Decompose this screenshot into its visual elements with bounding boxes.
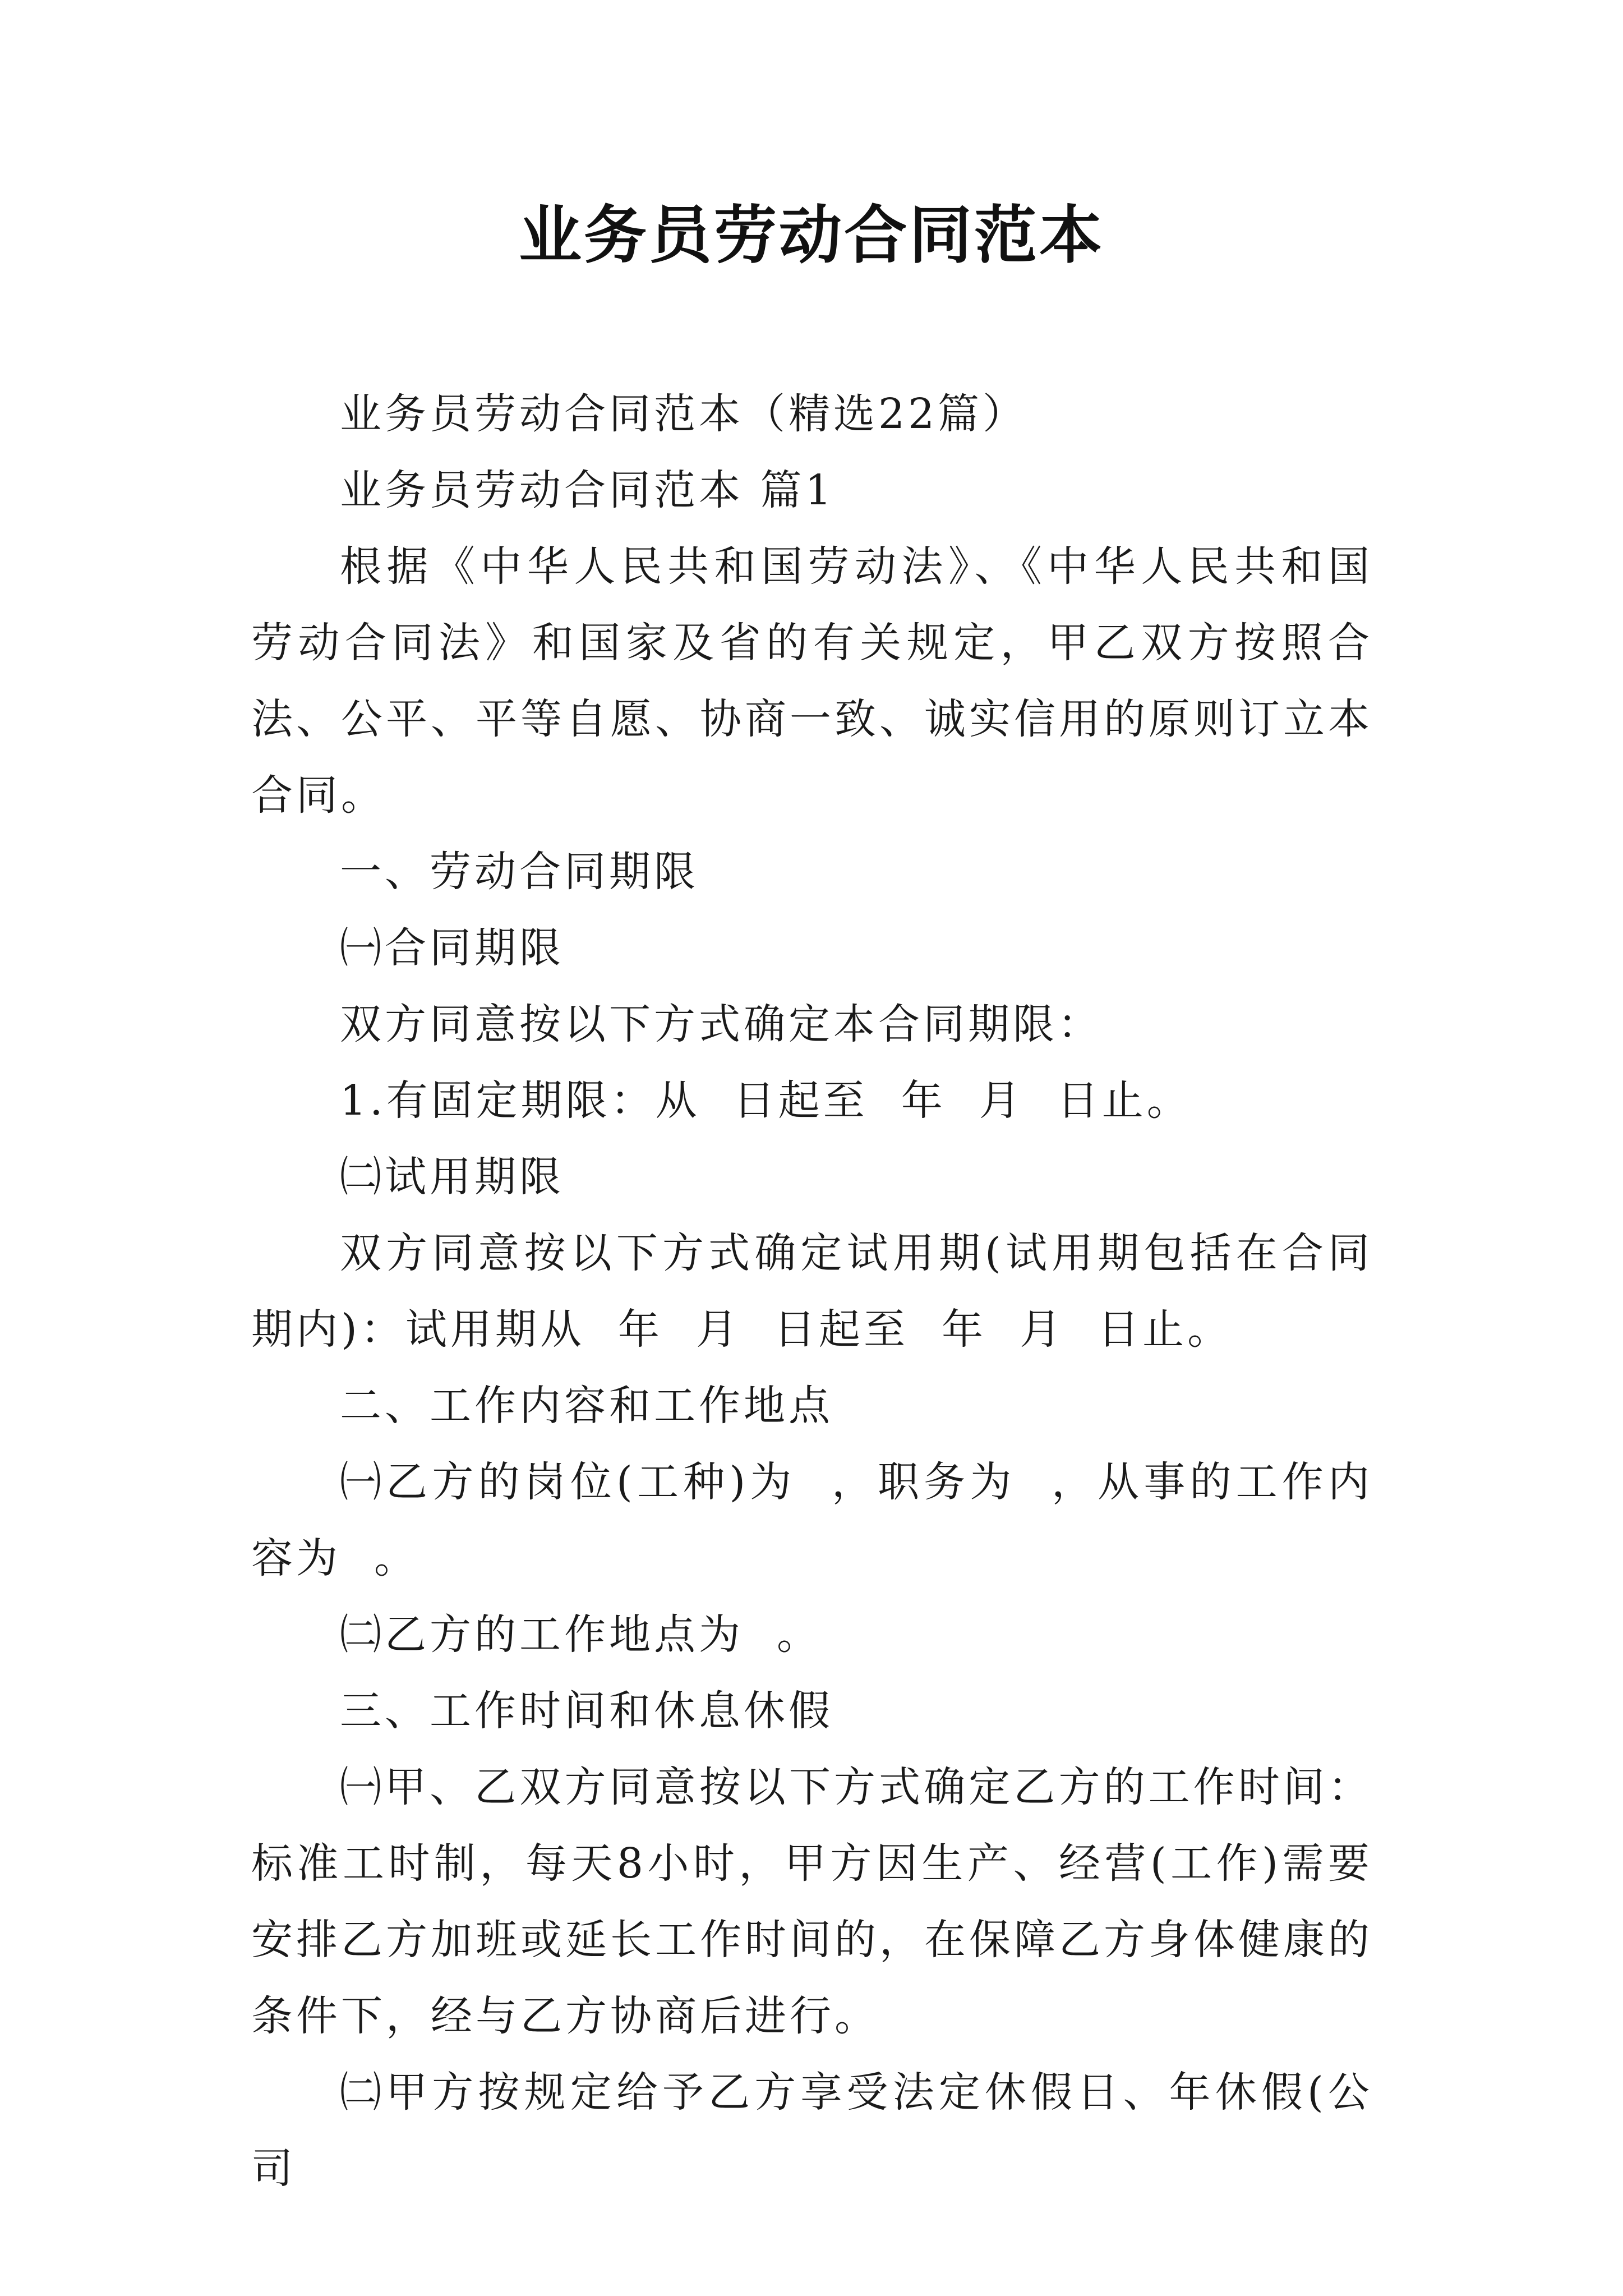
clause-heading: 二、工作内容和工作地点 — [340, 1382, 833, 1430]
paragraph: ㈡乙方的工作地点为 。 — [340, 1611, 822, 1659]
paragraph: ㈠乙方的岗位(工种)为 ，职务为 ，从事的工作内容为 。 — [251, 1458, 1373, 1582]
clause-heading: 三、工作时间和休息休假 — [340, 1687, 833, 1735]
clause-heading: 一、劳动合同期限 — [340, 848, 699, 896]
paragraph: 根据《中华人民共和国劳动法》、《中华人民共和国劳动合同法》和国家及省的有关规定，甲乙双方按照合法、公平、平等自愿、协商一致、诚实信用的原则订立本合同。 — [251, 542, 1373, 820]
document-body — [251, 376, 1373, 2207]
paragraph: 双方同意按以下方式确定试用期(试用期包括在合同期内)：试用期从 年 月 日起至 年 月 日止。 — [251, 1229, 1373, 1354]
sub-clause-heading: ㈡试用期限 — [340, 1153, 564, 1201]
section-heading: 业务员劳动合同范本 篇1 — [340, 466, 835, 514]
paragraph: 双方同意按以下方式确定本合同期限： — [340, 1000, 1103, 1048]
paragraph: ㈠甲、乙双方同意按以下方式确定乙方的工作时间：标准工时制，每天8小时，甲方因生产、经营(工作)需要安排乙方加班或延长工作时间的，在保障乙方身体健康的条件下，经与乙方协商后进行。 — [251, 1763, 1373, 2040]
document-subtitle: 业务员劳动合同范本（精选22篇） — [340, 390, 1028, 438]
document-title: 业务员劳动合同范本 — [519, 199, 1104, 272]
paragraph: ㈡甲方按规定给予乙方享受法定休假日、年休假(公司 — [251, 2068, 1373, 2193]
paragraph: 1.有固定期限：从 日起至 年 月 日止。 — [340, 1076, 1192, 1125]
sub-clause-heading: ㈠合同期限 — [340, 924, 564, 972]
